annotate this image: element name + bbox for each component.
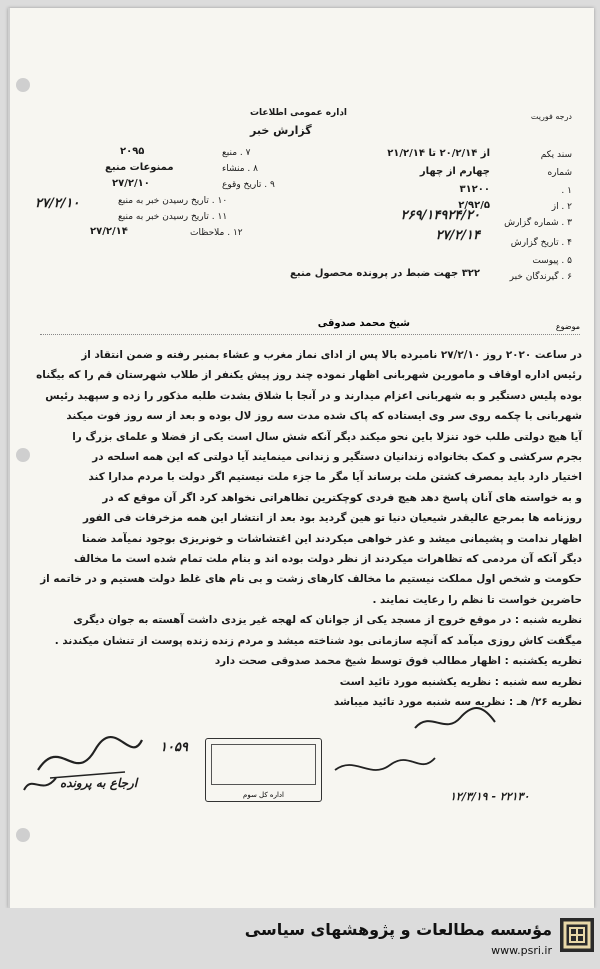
priority-label: درجه فوریت [530, 112, 572, 121]
body-line: دیگر آنکه آن مردمی که تظاهرات میکردند از نظر دولت بوده اند و بنام ملت تمام شده است ما مخالف [73, 553, 582, 566]
punch-hole [16, 448, 30, 462]
signature [410, 700, 500, 740]
field-value: ۳۲۲ جهت ضبط در پرونده محصول منبع [290, 268, 480, 279]
signature [20, 770, 60, 800]
field-value: چهارم از چهار [419, 166, 490, 177]
header-org: اداره عمومی اطلاعات [250, 108, 348, 118]
body-line: نظریه یکشنبه : اظهار مطالب فوق توسط شیخ محمد صدوقی صحت دارد [214, 655, 582, 668]
institute-url: www.psri.ir [491, 944, 552, 957]
field-label: ۲ . از [551, 202, 572, 212]
handwritten-value: ۲۶۹/۱۴۹۲۴/۲۰ [400, 208, 480, 223]
report-body [30, 345, 582, 712]
body-line: نظریه شنبه : در موقع خروج از مسجد یکی از جوانان که لهجه غیر یزدی داشت آهسته به جوان دیگری [73, 614, 582, 627]
body-line: روزنامه ها بمرجع عالیقدر شیعیان دنیا تو هین گردید بود بعد از انتشار این همه مزخرفات فی الفور [82, 512, 582, 525]
signature [330, 750, 440, 785]
body-line: اظهار ندامت و پشیمانی میشد و عذر خواهی میکردند این اغتشاشات و خونریزی بوجود نمیآمد ضمنا [81, 532, 582, 545]
field-label: ۴ . تاریخ گزارش [510, 238, 572, 248]
field-label: ۱۲ . ملاحظات [190, 228, 243, 238]
field-label: ۳ . شماره گزارش [504, 218, 572, 228]
body-line: بجرم سرکشی و کمک بخانواده زندانیان دستگیر و زندانی مینمایند آیا دولتی که این همه اسلحه در [92, 451, 582, 464]
field-label: ۷ . منبع [222, 148, 251, 158]
institute-logo [560, 918, 594, 952]
body-line: میگفت کاش روزی میآمد که آنچه سازمانی بود شناخته میشد و مردم زنده زنده پوست از تنشان میکندند . [54, 634, 582, 647]
field-value: ممنوعات منبع [105, 162, 174, 173]
field-label: سند یکم [540, 150, 572, 160]
handwritten-value: ۲۷/۲/۱۰ [35, 196, 80, 211]
body-line: نظریه ۲۶/ هـ : نظریه سه شنبه مورد تائید میباشد [333, 695, 582, 708]
field-value: ۲/۹۲/۵ [458, 200, 490, 211]
body-line: بوده پلیس دستگیر و به شهربانی اعزام میدارند و در آنجا با شلاق بشدت طلبه مذکور را زده و سپهبد رئیس [45, 389, 582, 402]
body-line: آیا هیچ دولتی طلب خود تنزلا باین نحو میکند دیگر آنکه شش سال است یکی از فضلا و علمای بزرگ را [72, 430, 582, 443]
margin-number: ۱۰۵۹ [160, 740, 188, 755]
subject-label: موضوع [555, 322, 580, 331]
handwritten-value: ۲۷/۲/۱۴ [435, 228, 480, 243]
field-label: ۹ . تاریخ وقوع [222, 180, 275, 190]
field-value: ۲۰۹۵ [120, 146, 145, 157]
field-value: از ۲۰/۲/۱۴ تا ۲۱/۲/۱۴ [387, 148, 490, 159]
subject-line [40, 318, 580, 335]
field-label: ۱۱ . تاریخ رسیدن خبر به منبع [118, 212, 228, 222]
body-line: اختیار دارد باید بمصرف کشتن ملت برساند آیا مگر ما جزء ملت نیستیم اگر دولت با مردم مدارا کند [88, 471, 582, 484]
body-line: شهربانی با چکمه روی سر وی ایستاده که پاک شده مدت سه روز لال بوده و بعد از سه روز فوت میکند [66, 410, 582, 423]
field-label: ۶ . گیرندگان خبر [509, 272, 572, 282]
field-label: ۱ . [561, 186, 572, 196]
field-label: شماره [547, 168, 572, 178]
bottom-note: ارجاع به پرونده [60, 776, 138, 790]
body-line: حاضرین خواست تا نظم را رعایت نمایند . [372, 593, 582, 606]
subject-name: شیخ محمد صدوقی [317, 318, 410, 329]
field-label: ۸ . منشاء [222, 164, 258, 174]
institute-name: مؤسسه مطالعات و پژوهشهای سیاسی [244, 920, 552, 939]
field-value: ۳۱۲۰۰ [459, 184, 490, 195]
field-value: ۲۷/۲/۱۰ [112, 178, 150, 189]
body-line: نظریه سه شنبه : نظریه یکشنبه مورد تائید است [339, 675, 582, 688]
field-value: ۲۷/۲/۱۴ [90, 226, 128, 237]
field-label: ۱۰ . تاریخ رسیدن خبر به منبع [118, 196, 228, 206]
body-line: در ساعت ۲۰۲۰ روز ۲۷/۲/۱۰ نامبرده بالا پس از ادای نماز مغرب و عشاء بمنبر رفته و ضمن انتقاد از [81, 349, 582, 361]
report-title: گزارش خبر [250, 124, 312, 137]
punch-hole [16, 78, 30, 92]
body-line: حکومت و شخص اول مملکت نیستیم ما مخالف کارهای زشت و بی نام های غلط دولت هستیم و در خاتمه از [40, 573, 582, 586]
punch-hole [16, 828, 30, 842]
office-stamp: اداره کل سوم [205, 738, 322, 802]
body-line: و به خواسته های آنان پاسخ دهد هیچ فردی کوچکترین تظاهراتی نخواهد کرد اگر آن موقع که در [102, 491, 582, 504]
bottom-code: ۲۲۱۳۰ - ۱۲/۳/۱۹ [450, 790, 530, 803]
field-label: ۵ . پیوست [532, 256, 572, 266]
body-line: رئیس اداره اوقاف و مامورین شهربانی اظهار نموده چند روز پیش یکنفر از طلاب شهرستان قم را که بیگناه [36, 369, 582, 382]
